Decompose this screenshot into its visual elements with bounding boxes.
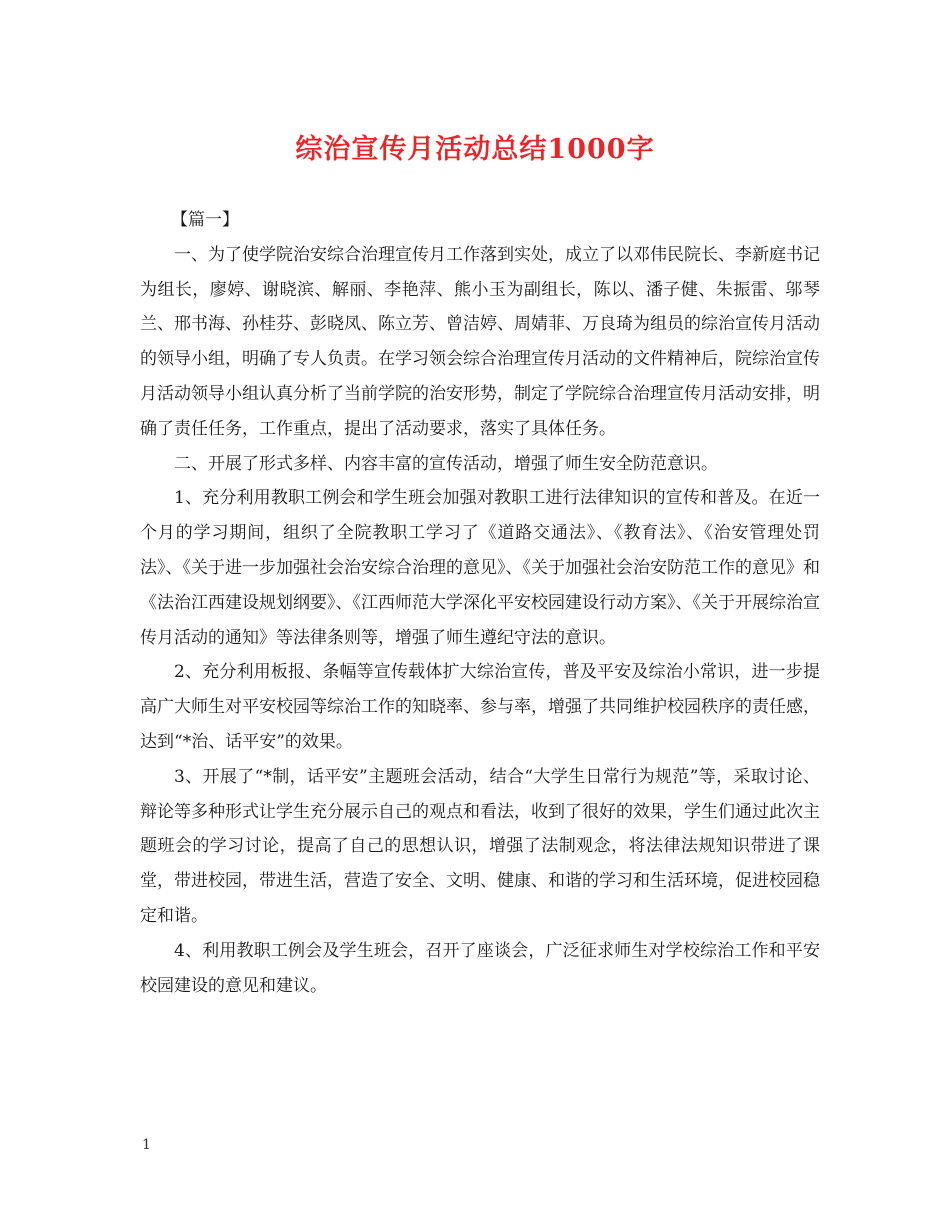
paragraph-6: 4、利用教职工例会及学生班会，召开了座谈会，广泛征求师生对学校综治工作和平安校园建设的意见和建议。 [140,940,820,996]
page-number: 1 [142,1137,151,1153]
paragraph-2: 二、开展了形式多样、内容丰富的宣传活动，增强了师生安全防范意识。 [174,453,718,474]
section-label: 【篇一】 [171,210,239,230]
paragraph-3: 1、充分利用教职工例会和学生班会加强对教职工进行法律知识的宣传和普及。在近一个月的学习期间，组织了全院教职工学习了《道路交通法》、《教育法》、《治安管理处罚法》、《关于进一步加强社会治安综合治理的意见》、《关于加强社会治安防范工作的意见》和《法治江西建设规划纲要》、《江西师范大学深化平安校园建设行动方案》、《关于开展综治宣传月活动的通知》等法律条则等，增强了师生遵纪守法的意识。 [140,488,820,648]
document-body [140,203,820,1003]
paragraph-4: 2、充分利用板报、条幅等宣传载体扩大综治宣传，普及平安及综治小常识，进一步提高广大师生对平安校园等综治工作的知晓率、参与率，增强了共同维护校园秩序的责任感，达到“*治、话平安”的效果。 [140,662,820,752]
paragraph-1: 一、为了使学院治安综合治理宣传月工作落到实处，成立了以邓伟民院长、李新庭书记为组长，廖婷、谢晓滨、解丽、李艳萍、熊小玉为副组长，陈以、潘子健、朱振雷、邬琴兰、邢书海、孙桂芬、彭晓凤、陈立芳、曾洁婷、周婧菲、万良琦为组员的综治宣传月活动的领导小组，明确了专人负责。在学习领会综合治理宣传月活动的文件精神后，院综治宣传月活动领导小组认真分析了当前学院的治安形势，制定了学院综合治理宣传月活动安排，明确了责任任务，工作重点，提出了活动要求，落实了具体任务。 [140,244,820,439]
paragraph-5: 3、开展了“*制，话平安”主题班会活动，结合“大学生日常行为规范”等，采取讨论、辩论等多种形式让学生充分展示自己的观点和看法，收到了很好的效果，学生们通过此次主题班会的学习讨论，提高了自己的思想认识，增强了法制观念，将法律法规知识带进了课堂，带进校园，带进生活，营造了安全、文明、健康、和谐的学习和生活环境，促进校园稳定和谐。 [140,766,820,926]
document-title: 综治宣传月活动总结1000字 [295,134,655,165]
